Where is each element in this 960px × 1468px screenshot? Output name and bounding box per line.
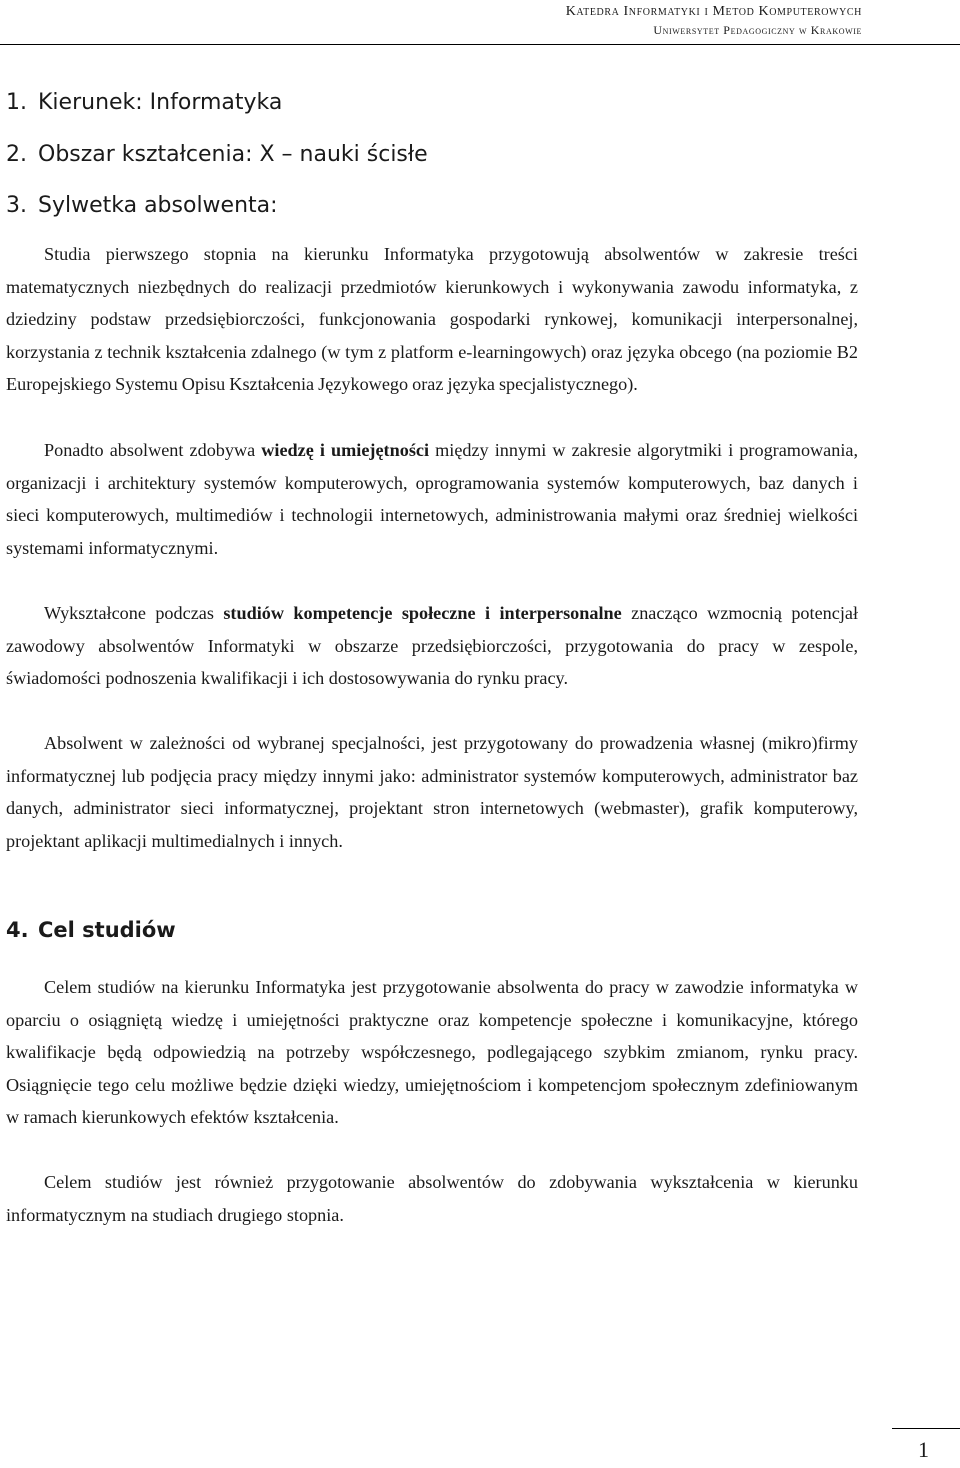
- section-title: Cel studiów: [38, 918, 176, 942]
- paragraph-career-paths: Absolwent w zależności od wybranej specjalności, jest przygotowany do prowadzenia własnej (mikro)firmy informatycznej lub podjęcia pracy między innymi jako: administrator systemów komputerowych, administrator baz danych, administrator sieci informatycznej, projektant stron internetowych (webmaster), grafik komputerowy, projektant aplikacji multimedialnych i innych.: [6, 733, 858, 851]
- paragraph-graduate-profile: Studia pierwszego stopnia na kierunku Informatyka przygotowują absolwentów w zakresie treści matematycznych niezbędnych do realizacji przedmiotów kierunkowych i wykonywania zawodu informatyka, z dziedziny podstaw przedsiębiorczości, funkcjonowania gospodarki rynkowej, komunikacji interpersonalnej, korzystania z technik kształcenia zdalnego (w tym z platform e-learningowych) oraz języka obcego (na poziomie B2 Europejskiego Systemu Opisu Kształcenia Językowego oraz języka specjalistycznego).: [6, 244, 858, 395]
- department-name: Katedra Informatyki i Metod Komputerowych: [565, 4, 862, 19]
- section-number: 3.: [6, 193, 27, 218]
- bold-phrase: studiów kompetencje społeczne i interpersonalne: [223, 603, 622, 623]
- paragraph-knowledge-skills: Ponadto absolwent zdobywa wiedzę i umiejętności między innymi w zakresie algorytmiki i programowania, organizacji i architektury systemów komputerowych, oprogramowania systemów komputerowych, baz danych i sieci komputerowych, multimediów i technologii internetowych, administrowania małymi oraz średniej wielkości systemami informatycznymi.: [6, 440, 859, 558]
- section-heading-1: [6, 90, 282, 116]
- bold-phrase: wiedzę i umiejętności: [261, 440, 430, 460]
- page-header: [566, 3, 862, 39]
- page-number: 1: [918, 1437, 929, 1462]
- section-number: 1.: [6, 90, 27, 115]
- paragraph-study-goal: Celem studiów na kierunku Informatyka jest przygotowanie absolwenta do pracy w zawodzie informatyka w oparciu o osiągniętą wiedzę i umiejętności praktyczne oraz kompetencje społeczne i komunikacyjne, którego kwalifikacje będą odpowiedzią na potrzeby współczesnego, podlegającego szybkim zmianom, rynku pracy. Osiągnięcie tego celu możliwe będzie dzięki wiedzy, umiejętnościom i kompetencjom społecznym zdefiniowanym w ramach kierunkowych efektów kształcenia.: [6, 977, 858, 1128]
- section-number: 4.: [6, 918, 29, 942]
- header-divider: [0, 44, 960, 45]
- university-name: Uniwersytet Pedagogiczny w Krakowie: [653, 23, 862, 37]
- section-number: 2.: [6, 142, 27, 167]
- paragraph-social-competences: Wykształcone podczas studiów kompetencje społeczne i interpersonalne znacząco wzmocnią potencjał zawodowy absolwentów Informatyki w obszarze przedsiębiorczości, przygotowania do pracy w zespole, świadomości podnoszenia kwalifikacji i ich dostosowywania do rynku pracy.: [6, 603, 858, 689]
- footer-divider: [892, 1428, 960, 1429]
- section-title: Sylwetka absolwenta:: [38, 193, 278, 218]
- section-title: Kierunek: Informatyka: [38, 90, 283, 115]
- section-heading-2: [6, 142, 428, 168]
- section-heading-3: [6, 193, 278, 219]
- paragraph-further-study: Celem studiów jest również przygotowanie absolwentów do zdobywania wykształcenia w kierunku informatycznym na studiach drugiego stopnia.: [6, 1172, 858, 1225]
- section-heading-4: [6, 917, 176, 943]
- section-title: Obszar kształcenia: X – nauki ścisłe: [38, 142, 428, 167]
